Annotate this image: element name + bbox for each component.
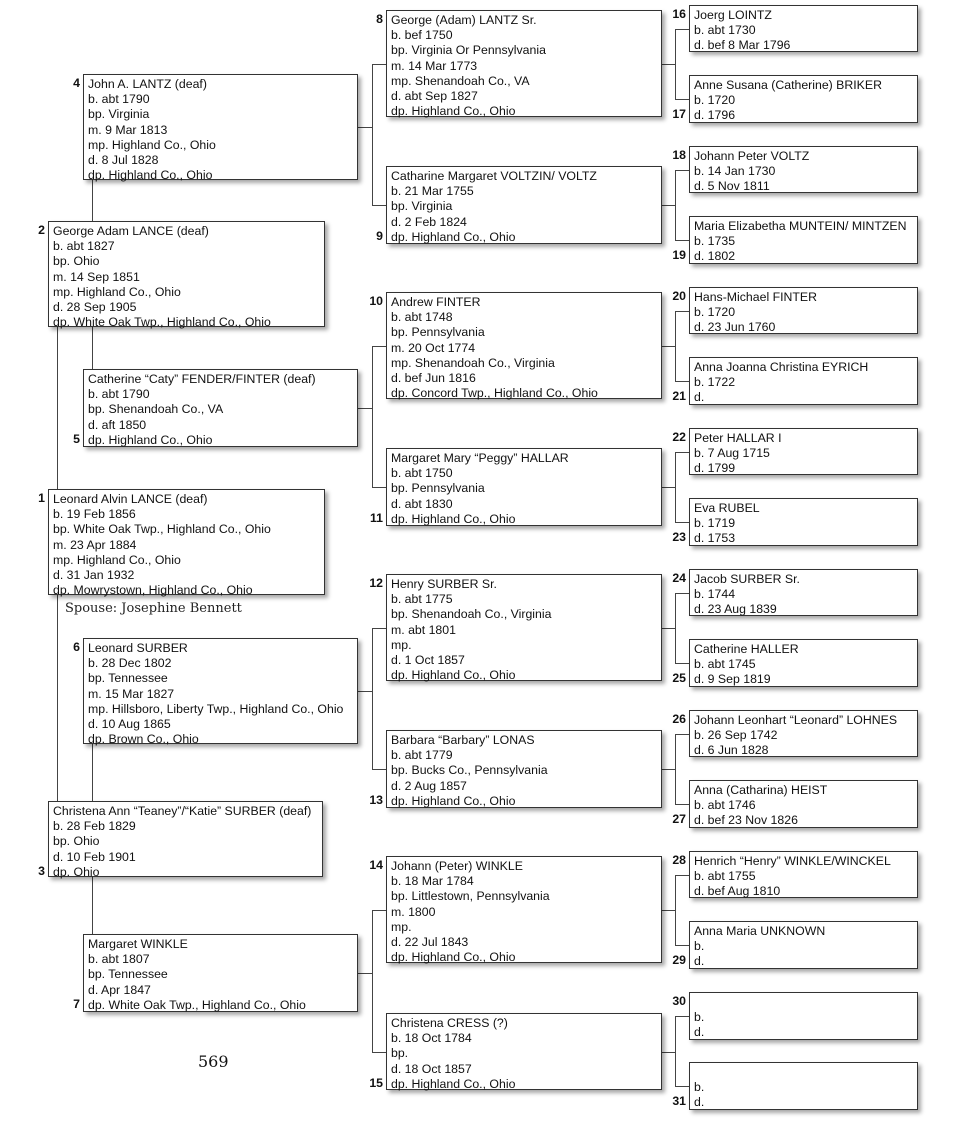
person-detail: b. abt 1790: [88, 92, 150, 107]
person-detail: d. abt 1830: [391, 496, 453, 511]
connector-line: [675, 1016, 676, 1086]
person-name: Anne Susana (Catherine) BRIKER: [694, 78, 882, 92]
ahnentafel-number: 19: [672, 248, 686, 263]
connector-line: [662, 346, 675, 347]
ahnentafel-number: 29: [672, 953, 686, 968]
person-detail: b. 18 Oct 1784: [391, 1031, 472, 1046]
person-detail: d.: [694, 1025, 705, 1040]
connector-line: [675, 29, 689, 30]
person-detail: b. 1720: [694, 305, 736, 320]
connector-line: [92, 877, 93, 934]
person-detail: d. Apr 1847: [88, 982, 151, 997]
ahnentafel-number: 31: [672, 1094, 686, 1109]
person-box-8[interactable]: [386, 10, 662, 117]
person-detail: d. 22 Jul 1843: [391, 935, 469, 950]
person-detail: dp. Highland Co., Ohio: [391, 511, 516, 526]
person-detail: b. 14 Jan 1730: [694, 164, 776, 179]
ahnentafel-number: 26: [672, 712, 686, 726]
person-detail: bp. Shenandoah Co., Virginia: [391, 607, 552, 622]
person-name: [694, 995, 917, 1010]
person-detail: b. abt 1827: [53, 239, 115, 254]
connector-line: [675, 522, 689, 523]
person-detail: dp. Highland Co., Ohio: [391, 1076, 516, 1091]
person-detail: d. 1802: [694, 249, 736, 264]
connector-line: [662, 205, 675, 206]
person-name: Christena Ann “Teaney”/“Katie” SURBER (deaf): [53, 804, 312, 818]
connector-line: [372, 910, 373, 1052]
ahnentafel-number: 10: [369, 294, 383, 308]
ahnentafel-number: 17: [672, 107, 686, 122]
person-detail: bp.: [391, 1046, 409, 1061]
ahnentafel-number: 27: [672, 812, 686, 827]
connector-line: [372, 487, 386, 488]
person-detail: m. 23 Apr 1884: [53, 537, 137, 552]
connector-line: [662, 64, 675, 65]
person-detail: b. abt 1755: [694, 869, 756, 884]
person-detail: dp. Highland Co., Ohio: [391, 668, 516, 683]
connector-line: [675, 593, 676, 664]
person-name: Peter HALLAR I: [694, 431, 782, 445]
person-detail: dp. White Oak Twp., Highland Co., Ohio: [88, 997, 306, 1012]
connector-line: [675, 875, 676, 946]
person-detail: dp. Highland Co., Ohio: [391, 793, 516, 808]
person-name: Jacob SURBER Sr.: [694, 572, 800, 586]
person-detail: bp. Shenandoah Co., VA: [88, 402, 224, 417]
person-detail: d. 23 Aug 1839: [694, 602, 777, 617]
person-detail: d. bef Aug 1810: [694, 884, 781, 899]
ahnentafel-number: 13: [369, 792, 383, 807]
ahnentafel-number: 9: [376, 228, 383, 243]
connector-line: [675, 99, 689, 100]
person-detail: mp. Shenandoah Co., Virginia: [391, 355, 555, 370]
person-detail: d. 10 Feb 1901: [53, 849, 136, 864]
ahnentafel-number: 16: [672, 7, 686, 21]
ahnentafel-number: 23: [672, 530, 686, 545]
person-box-15[interactable]: [386, 1013, 662, 1090]
person-detail: dp. Brown Co., Ohio: [88, 732, 199, 747]
ahnentafel-number: 1: [38, 491, 45, 505]
person-detail: d. 8 Jul 1828: [88, 153, 159, 168]
person-box-3[interactable]: [48, 801, 323, 877]
person-box-29[interactable]: [689, 921, 918, 969]
person-box-26[interactable]: [689, 710, 918, 757]
person-detail: dp. Ohio: [53, 864, 100, 879]
ahnentafel-number: 24: [672, 571, 686, 585]
person-box-2[interactable]: [48, 221, 325, 330]
person-detail: mp. Highland Co., Ohio: [88, 137, 216, 152]
person-name: Catherine HALLER: [694, 642, 799, 656]
person-detail: d. aft 1850: [88, 417, 147, 432]
connector-line: [675, 593, 689, 594]
connector-line: [372, 628, 373, 770]
connector-line: [372, 205, 386, 206]
person-detail: b. 1719: [694, 516, 736, 531]
person-box-30[interactable]: [689, 992, 918, 1040]
person-detail: b.: [694, 1080, 705, 1095]
connector-line: [675, 452, 676, 523]
person-detail: d. 2 Aug 1857: [391, 778, 467, 793]
person-detail: d. 1796: [694, 108, 736, 123]
person-name: Johann Peter VOLTZ: [694, 149, 810, 163]
person-name: Christena CRESS (?): [391, 1016, 508, 1030]
connector-line: [675, 945, 689, 946]
person-detail: mp. Highland Co., Ohio: [53, 284, 181, 299]
person-detail: bp. Tennessee: [88, 671, 168, 686]
connector-line: [675, 875, 689, 876]
person-detail: mp.: [391, 919, 412, 934]
person-detail: bp. Ohio: [53, 834, 100, 849]
connector-line: [92, 180, 93, 221]
person-detail: bp. Pennsylvania: [391, 481, 485, 496]
person-box-7[interactable]: [83, 934, 358, 1012]
person-name: George Adam LANCE (deaf): [53, 224, 209, 238]
person-detail: dp. Concord Twp., Highland Co., Ohio: [391, 386, 598, 401]
person-box-23[interactable]: [689, 498, 918, 546]
ahnentafel-number: 22: [672, 430, 686, 444]
connector-line: [675, 1086, 689, 1087]
ahnentafel-number: 5: [73, 431, 80, 446]
ahnentafel-number: 11: [370, 510, 383, 525]
connector-line: [372, 628, 386, 629]
person-detail: b. abt 1730: [694, 23, 756, 38]
person-box-28[interactable]: [689, 851, 918, 898]
person-detail: bp. Virginia: [391, 199, 453, 214]
ahnentafel-number: 2: [38, 223, 45, 237]
person-detail: m. 15 Mar 1827: [88, 686, 175, 701]
person-name: Hans-Michael FINTER: [694, 290, 817, 304]
person-detail: dp. Highland Co., Ohio: [391, 950, 516, 965]
connector-line: [675, 734, 676, 805]
person-detail: d. 9 Sep 1819: [694, 672, 771, 687]
connector-line: [372, 769, 386, 770]
connector-line: [675, 663, 689, 664]
spouse-label: Spouse: Josephine Bennett: [65, 601, 242, 616]
person-detail: dp. White Oak Twp., Highland Co., Ohio: [53, 315, 271, 330]
person-detail: dp. Mowrystown, Highland Co., Ohio: [53, 583, 253, 598]
person-detail: b. 7 Aug 1715: [694, 446, 770, 461]
connector-line: [372, 910, 386, 911]
person-name: Catherine “Caty” FENDER/FINTER (deaf): [88, 372, 316, 386]
person-detail: d. bef 23 Nov 1826: [694, 813, 798, 828]
person-detail: b. 1744: [694, 587, 736, 602]
person-detail: b. 1720: [694, 93, 736, 108]
person-name: Barbara “Barbary” LONAS: [391, 733, 535, 747]
person-detail: bp. Littlestown, Pennsylvania: [391, 889, 550, 904]
connector-line: [662, 487, 675, 488]
person-detail: b. abt 1775: [391, 592, 453, 607]
person-name: [694, 1065, 917, 1080]
person-box-31[interactable]: [689, 1062, 918, 1110]
person-box-20[interactable]: [689, 287, 918, 334]
person-detail: mp. Hillsboro, Liberty Twp., Highland Co., Ohio: [88, 701, 344, 716]
person-box-13[interactable]: [386, 730, 662, 808]
person-name: Johann (Peter) WINKLE: [391, 859, 523, 873]
connector-line: [662, 910, 675, 911]
person-name: John A. LANTZ (deaf): [88, 77, 207, 91]
page-number: 569: [198, 1052, 229, 1071]
person-detail: b. 28 Dec 1802: [88, 656, 172, 671]
ahnentafel-number: 25: [672, 671, 686, 686]
person-detail: b. abt 1790: [88, 387, 150, 402]
person-detail: b. 26 Sep 1742: [694, 728, 778, 743]
connector-line: [675, 1016, 689, 1017]
connector-line: [372, 64, 373, 206]
ahnentafel-number: 21: [672, 389, 686, 404]
person-detail: d. 1 Oct 1857: [391, 653, 465, 668]
person-box-5[interactable]: [83, 369, 358, 447]
ahnentafel-number: 6: [73, 640, 80, 654]
person-detail: b. 1735: [694, 234, 736, 249]
ahnentafel-number: 14: [369, 858, 383, 872]
connector-line: [358, 691, 372, 692]
person-detail: dp. Highland Co., Ohio: [391, 104, 516, 119]
person-detail: d. bef Jun 1816: [391, 371, 476, 386]
connector-line: [675, 381, 689, 382]
ahnentafel-number: 20: [672, 289, 686, 303]
person-detail: bp. White Oak Twp., Highland Co., Ohio: [53, 522, 271, 537]
person-detail: mp. Shenandoah Co., VA: [391, 73, 530, 88]
person-name: Joerg LOINTZ: [694, 8, 772, 22]
person-detail: d. 23 Jun 1760: [694, 320, 776, 335]
person-detail: d. abt Sep 1827: [391, 89, 478, 104]
person-detail: dp. Highland Co., Ohio: [88, 432, 213, 447]
person-box-27[interactable]: [689, 780, 918, 828]
person-detail: bp. Tennessee: [88, 967, 168, 982]
person-detail: m. 14 Mar 1773: [391, 58, 478, 73]
person-detail: b. bef 1750: [391, 28, 453, 43]
person-detail: d.: [694, 1095, 705, 1110]
connector-line: [675, 240, 689, 241]
person-name: Anna (Catharina) HEIST: [694, 783, 828, 797]
person-box-24[interactable]: [689, 569, 918, 616]
connector-line: [92, 744, 93, 801]
person-name: Anna Maria UNKNOWN: [694, 924, 826, 938]
person-detail: dp. Highland Co., Ohio: [88, 168, 213, 183]
person-name: Maria Elizabetha MUNTEIN/ MINTZEN: [694, 219, 907, 233]
connector-line: [675, 734, 689, 735]
person-name: Margaret WINKLE: [88, 937, 188, 951]
connector-line: [372, 346, 386, 347]
person-box-19[interactable]: [689, 216, 918, 264]
person-detail: d. 1753: [694, 531, 736, 546]
ahnentafel-number: 15: [369, 1075, 383, 1090]
person-detail: d.: [694, 954, 705, 969]
ahnentafel-number: 28: [672, 853, 686, 867]
connector-line: [662, 628, 675, 629]
connector-line: [675, 170, 676, 241]
connector-line: [675, 311, 676, 382]
person-detail: b. abt 1746: [694, 798, 756, 813]
connector-line: [358, 408, 372, 409]
person-box-21[interactable]: [689, 357, 918, 405]
person-detail: bp. Virginia: [88, 107, 150, 122]
person-detail: m. 14 Sep 1851: [53, 269, 140, 284]
person-detail: m. 1800: [391, 904, 436, 919]
person-detail: b. abt 1750: [391, 466, 453, 481]
person-detail: dp. Highland Co., Ohio: [391, 229, 516, 244]
person-box-18[interactable]: [689, 146, 918, 193]
person-detail: b.: [694, 939, 705, 954]
ahnentafel-number: 30: [672, 994, 686, 1008]
person-box-17[interactable]: [689, 75, 918, 123]
connector-line: [675, 170, 689, 171]
person-detail: bp. Bucks Co., Pennsylvania: [391, 763, 548, 778]
person-box-14[interactable]: [386, 856, 662, 963]
person-detail: b. 19 Feb 1856: [53, 507, 136, 522]
ahnentafel-number: 18: [672, 148, 686, 162]
connector-line: [57, 327, 58, 489]
connector-line: [92, 327, 93, 369]
person-detail: d. 1799: [694, 461, 736, 476]
person-box-22[interactable]: [689, 428, 918, 475]
person-box-25[interactable]: [689, 639, 918, 687]
person-detail: m. 9 Mar 1813: [88, 122, 168, 137]
person-box-6[interactable]: [83, 638, 358, 747]
person-detail: b.: [694, 1010, 705, 1025]
person-name: Leonard SURBER: [88, 641, 188, 655]
ahnentafel-number: 12: [369, 576, 383, 590]
person-name: Leonard Alvin LANCE (deaf): [53, 492, 208, 506]
person-detail: b. abt 1748: [391, 310, 453, 325]
person-detail: b. 18 Mar 1784: [391, 874, 474, 889]
person-detail: b. abt 1745: [694, 657, 756, 672]
connector-line: [372, 346, 373, 488]
connector-line: [662, 769, 675, 770]
person-box-12[interactable]: [386, 574, 662, 681]
person-detail: d. 6 Jun 1828: [694, 743, 769, 758]
connector-line: [675, 311, 689, 312]
person-name: Henrich “Henry” WINKLE/WINCKEL: [694, 854, 891, 868]
person-detail: d. 2 Feb 1824: [391, 214, 467, 229]
person-box-10[interactable]: [386, 292, 662, 399]
person-detail: m. abt 1801: [391, 622, 456, 637]
person-detail: d. 18 Oct 1857: [391, 1061, 472, 1076]
connector-line: [372, 64, 386, 65]
person-name: Eva RUBEL: [694, 501, 760, 515]
connector-line: [358, 973, 372, 974]
person-name: Anna Joanna Christina EYRICH: [694, 360, 869, 374]
connector-line: [372, 1052, 386, 1053]
person-name: George (Adam) LANTZ Sr.: [391, 13, 537, 27]
person-detail: d. 31 Jan 1932: [53, 568, 135, 583]
person-box-4[interactable]: [83, 74, 358, 183]
person-detail: bp. Virginia Or Pennsylvania: [391, 43, 546, 58]
person-name: Catharine Margaret VOLTZIN/ VOLTZ: [391, 169, 597, 183]
person-box-9[interactable]: [386, 166, 662, 244]
person-name: Henry SURBER Sr.: [391, 577, 497, 591]
person-name: Andrew FINTER: [391, 295, 481, 309]
person-name: Margaret Mary “Peggy” HALLAR: [391, 451, 569, 465]
person-detail: mp.: [391, 637, 412, 652]
person-detail: b. 1722: [694, 375, 736, 390]
person-detail: mp. Highland Co., Ohio: [53, 552, 181, 567]
person-detail: b. 21 Mar 1755: [391, 184, 474, 199]
person-box-16[interactable]: [689, 5, 918, 52]
person-detail: d. 28 Sep 1905: [53, 300, 137, 315]
person-detail: bp. Ohio: [53, 254, 100, 269]
person-box-1[interactable]: [48, 489, 325, 598]
connector-line: [57, 595, 58, 801]
person-detail: d. 10 Aug 1865: [88, 717, 171, 732]
person-detail: d. bef 8 Mar 1796: [694, 38, 791, 53]
ahnentafel-number: 4: [73, 76, 80, 90]
person-detail: m. 20 Oct 1774: [391, 340, 476, 355]
person-box-11[interactable]: [386, 448, 662, 526]
person-name: Johann Leonhart “Leonard” LOHNES: [694, 713, 898, 727]
person-detail: b. 28 Feb 1829: [53, 819, 136, 834]
person-detail: b. abt 1779: [391, 748, 453, 763]
connector-line: [675, 804, 689, 805]
person-detail: b. abt 1807: [88, 952, 150, 967]
connector-line: [675, 452, 689, 453]
person-detail: d. 5 Nov 1811: [694, 179, 770, 194]
ahnentafel-number: 3: [38, 863, 45, 878]
ahnentafel-number: 8: [376, 12, 383, 26]
person-detail: d.: [694, 390, 705, 405]
person-detail: bp. Pennsylvania: [391, 325, 485, 340]
ahnentafel-number: 7: [73, 996, 80, 1011]
connector-line: [358, 127, 372, 128]
connector-line: [662, 1052, 675, 1053]
connector-line: [675, 29, 676, 100]
